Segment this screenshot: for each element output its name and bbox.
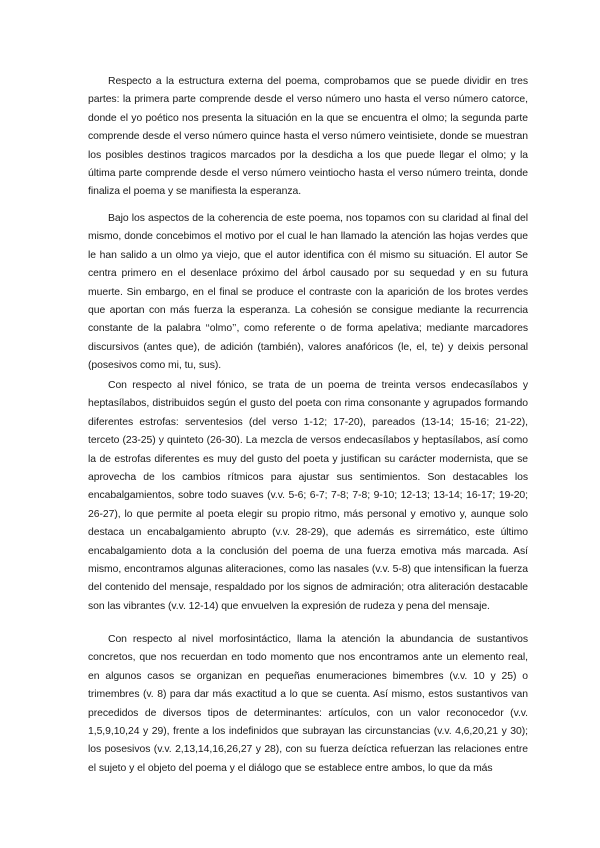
paragraph-coherence: Bajo los aspectos de la coherencia de este poema, nos topamos con su claridad al final del mismo, donde concebimos el motivo por el cual le han llamado la atención las hojas verdes que le han salido a un olmo ya viejo, que el autor identifica con él mismo su situación. El autor Se centra primero en el desenlace próximo del árbol causado por su sequedad y en su futura muerte. Sin embargo, en el final se produce el contraste con la aparición de los brotes verdes que aportan con más fuerza la esperanza. La cohesión se consigue mediante la recurrencia constante de la palabra ‘‘olmo’’, como referente o de forma apelativa; mediante marcadores discursivos (antes que), de adición (también), valores anafóricos (le, el, te) y deixis personal (posesivos como mi, tu, sus).	[88, 213, 528, 372]
paragraph-morphosyntactic-level: Con respecto al nivel morfosintáctico, llama la atención la abundancia de sustantivos concretos, que nos recuerdan en todo momento que nos encontramos ante un elemento real, en algunos casos se organizan en pequeñas enumeraciones bimembres (v.v. 10 y 25) o trimembres (v. 8) para dar más exactitud a lo que se cuenta. Así mismo, estos sustantivos van precedidos de diversos tipos de determinantes: artículos, con un valor reconocedor (v.v. 1,5,9,10,24 y 29), frente a los indefinidos que subrayan las circunstancias (v.v. 4,6,20,21 y 30); los posesivos (v.v. 2,13,14,16,26,27 y 28), con su fuerza deíctica refuerzan las relaciones entre el sujeto y el objeto del poema y el diálogo que se establece entre ambos, lo que da más	[88, 634, 528, 774]
paragraph-phonic-level: Con respecto al nivel fónico, se trata de un poema de treinta versos endecasílabos y heptasílabos, distribuidos según el gusto del poeta con rima consonante y agrupados formando diferentes estrofas: serventesios (del verso 1-12; 17-20), pareados (13-14; 15-16; 21-22), terceto (23-25) y quinteto (26-30). La mezcla de versos endecasílabos y heptasílabos, así como la de estrofas diferentes es muy del gusto del poeta y justifican su carácter modernista, que se aprovecha de los cambios rítmicos para ajustar sus sentimientos. Son destacables los encabalgamientos, sobre todo suaves (v.v. 5-6; 6-7; 7-8; 7-8; 9-10; 12-13; 13-14; 16-17; 19-20; 26-27), lo que permite al poeta elegir su propio ritmo, más personal y emotivo y, aunque solo destaca un encabalgamiento abrupto (v.v. 28-29), que además es sirremático, este último encabalgamiento dota a la conclusión del poema de una fuerza emotiva más marcada. Así mismo, encontramos algunas aliteraciones, como las nasales (v.v. 5-8) que intensifican la fuerza del contenido del mensaje, respaldado por los signos de admiración; otra aliteración destacable son las vibrantes (v.v. 12-14) que envuelven la expresión de rudeza y pena del mensaje.	[88, 380, 528, 612]
paragraph-structure: Respecto a la estructura externa del poema, comprobamos que se puede dividir en tres partes: la primera parte comprende desde el verso número uno hasta el verso número catorce, donde el yo poético nos presenta la situación en la que se encuentra el olmo; la segunda parte comprende desde el verso número quince hasta el verso número veintisiete, donde se muestran los posibles destinos tragicos marcados por la desdicha a los que puede llegar el olmo; y la última parte comprende desde el verso número veintiocho hasta el verso número treinta, donde finaliza el poema y se manifiesta la esperanza.	[88, 76, 528, 198]
